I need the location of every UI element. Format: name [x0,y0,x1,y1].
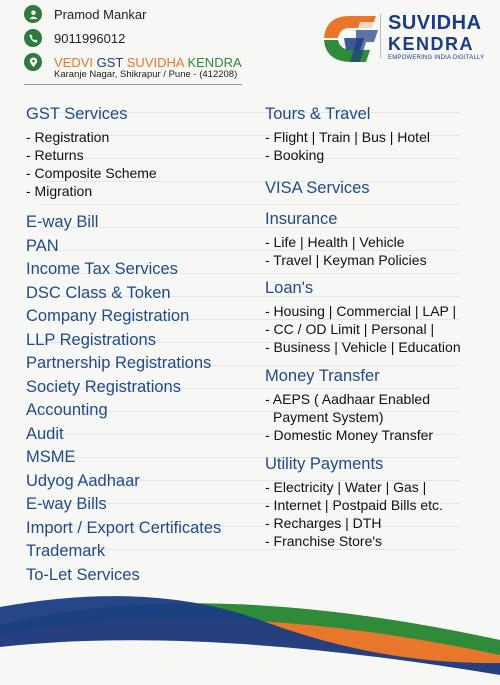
money-transfer-heading: Money Transfer [265,367,380,385]
utility-item: - Electricity | Water | Gas | [265,479,427,495]
utility-item: - Internet | Postpaid Bills etc. [265,497,443,513]
utility-item: - Franchise Store's [265,533,383,549]
gst-services-list [26,128,266,200]
service-item: Accounting [26,401,108,419]
right-services-column [265,103,497,550]
insurance-heading: Insurance [265,210,338,228]
service-item: Income Tax Services [26,260,178,278]
tours-list [265,128,497,164]
location-pin-icon [24,53,42,71]
kendra-title-part4: KENDRA [187,54,242,70]
loans-list [265,302,497,356]
logo-divider [380,14,381,58]
kendra-title-part2: GST [96,54,124,70]
phone-icon [24,29,42,47]
left-services-column [26,103,266,587]
loans-heading: Loan's [265,279,314,297]
address-divider [24,84,242,85]
service-item: Audit [26,424,64,443]
service-item: Company Registration [26,307,190,325]
tours-heading: Tours & Travel [265,105,371,123]
service-item: DSC Class & Token [26,283,171,302]
visa-heading: VISA Services [265,179,370,197]
loans-item: - Housing | Commercial | LAP | [265,303,457,319]
kendra-title [54,55,242,70]
service-list [26,211,266,587]
service-item: Society Registrations [26,377,181,396]
loans-item: - Business | Vehicle | Education [265,339,461,355]
tours-item: - Booking [265,147,325,163]
utility-payments-heading: Utility Payments [265,455,384,473]
service-item: Partnership Registrations [26,354,212,372]
contact-phone-row [24,26,242,50]
insurance-item: - Travel | Keyman Policies [265,252,427,268]
service-item: E-way Bill [26,213,99,231]
service-item: PAN [26,236,59,255]
utility-payments-list [265,478,497,550]
money-transfer-item: Payment System) [273,409,384,425]
loans-item: - CC / OD Limit | Personal | [265,321,435,337]
contact-name: Pramod Mankar [54,6,147,22]
brand-tagline: EMPOWERING INDIA DIGITALLY [388,55,485,61]
gst-item: - Composite Scheme [26,165,157,181]
insurance-item: - Life | Health | Vehicle [265,234,405,250]
tours-item: - Flight | Train | Bus | Hotel [265,129,430,145]
bottom-wave-decoration [0,585,500,685]
money-transfer-item: - AEPS ( Aadhaar Enabled [265,391,430,407]
contact-phone[interactable]: 9011996012 [54,30,126,46]
brand-name-line1: SUVIDHA [388,12,482,34]
gst-item: - Returns [26,147,84,163]
service-item: Trademark [26,542,106,560]
address: Karanje Nagar, Shikrapur / Pune - (412208) [54,69,238,80]
service-item: LLP Registrations [26,330,156,349]
service-item: Import / Export Certificates [26,518,222,537]
service-item: To-Let Services [26,565,140,584]
kendra-title-part3: SUVIDHA [126,54,184,70]
insurance-list [265,233,497,269]
gst-item: - Migration [26,183,93,199]
kendra-title-part1: VEDVI [54,54,94,70]
gst-services-heading: GST Services [26,105,128,123]
money-transfer-item: - Domestic Money Transfer [265,427,434,443]
brand-name-line2: KENDRA [388,34,475,54]
service-item: Udyog Aadhaar [26,471,140,490]
person-icon [24,5,42,23]
money-transfer-list [265,390,497,444]
service-item: E-way Bills [26,495,107,513]
contact-block [24,2,242,74]
gst-item: - Registration [26,129,110,145]
contact-name-row [24,2,242,26]
service-item: MSME [26,448,76,466]
utility-item: - Recharges | DTH [265,515,382,531]
